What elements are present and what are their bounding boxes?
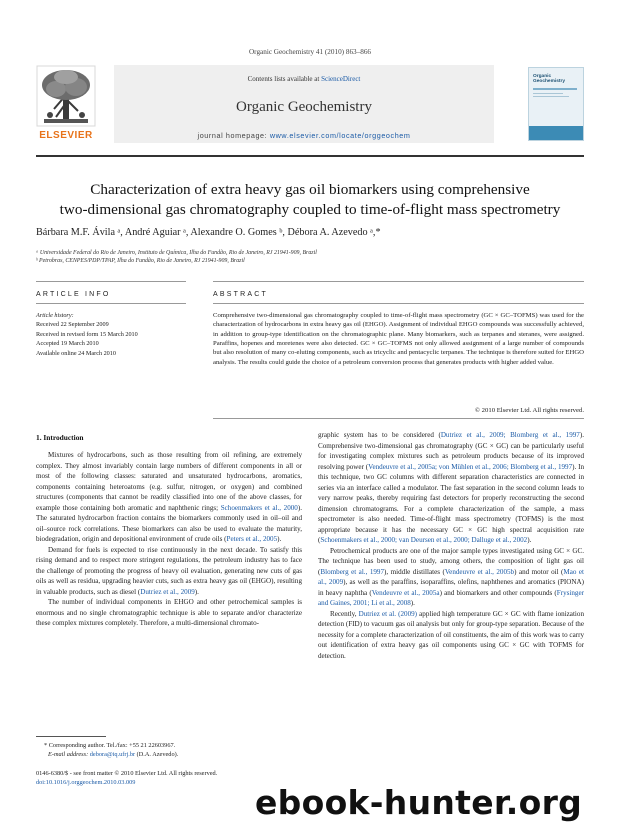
contents-line [114, 75, 494, 83]
running-head: Organic Geochemistry 41 (2010) 863–866 [248, 48, 372, 56]
elsevier-logo [36, 65, 96, 143]
journal-header [36, 65, 584, 153]
citation-link[interactable]: Vendeuvre et al., 2005a; von Mühlen et al., 2006; Blomberg et al., 1997 [368, 462, 573, 471]
doi-link[interactable]: doi:10.1016/j.orggeochem.2010.03.009 [36, 779, 136, 786]
article-title [36, 180, 584, 220]
paragraph: The number of individual components in EHGO and other petrochemical samples is enormous and no single chromatographic technique is able to separate and/or characterize these complex mixtures completely. Therefore, a multi-dimensional chromato- [36, 598, 302, 627]
paragraph: Recently, Dutriez et al. (2009) applied high temperature GC × GC with flame ionization detection (FID) to vacuum gas oil analysis but only for group-type separation. Because of the necessity for a complete characterization of oil constituents, the aim of this work was to carry out identification of extra heavy gas oil components using GC × GC with TOFMS for detection. [318, 609, 584, 660]
abstract-heading: ABSTRACT [213, 291, 268, 298]
email-link[interactable]: debora@iq.ufrj.br [89, 751, 136, 758]
cover-title: Organic Geochemistry [533, 74, 565, 84]
header-rule [36, 155, 584, 157]
citation-link[interactable]: Frysinger and Gaines, 2001; Li et al., 2008 [318, 588, 584, 607]
paragraph: Demand for fuels is expected to rise continuously in the next decade. To satisfy this rising demand and to respect more stringent regulations, the petroleum industry has to face the challenge of promoting the progress of heavy oil evaluation, generating new cuts of gas oils as well as residua, upgrading heavier cuts, such as extra heavy gas oil (EHGO), resulting in valuable products, such as diesel (Dutriez et al., 2009). [36, 545, 302, 596]
journal-banner [114, 65, 494, 143]
paragraph: graphic system has to be considered (Dutriez et al., 2009; Blomberg et al., 1997). Comprehensive two-dimensional gas chromatography (GC × GC) can be particularly useful for investigating complex mixtures such as petroleum products because of its improved resolving power (Vendeuvre et al., 2005a; von Mühlen et al., 2006; Blomberg et al., 1997). In this technique, two GC columns with different separation characteristics are connected in series via an interface called a modulator. The fast separation in the second column leads to very narrow peaks, thereby requiring fast detectors for properly reconstructing the second dimension chromatograms. For a complete characterization of the sample, a mass spectrometer is also needed. Time-of-flight mass spectrometry (TOFMS) is the most appropriate because it has the necessary GC × GC high spectral acquisition rate (Schoenmakers et al., 2000; van Deursen et al., 2000; Dalluge et al., 2002). [318, 431, 584, 544]
citation-link[interactable]: Dutriez et al. (2009) [358, 609, 418, 618]
citation-link[interactable]: Dutriez et al., 2009; Blomberg et al., 1997 [440, 431, 580, 439]
history-online: Available online 24 March 2010 [36, 349, 116, 357]
abstract-rule-bottom [213, 303, 584, 304]
abstract-rule-top [213, 281, 584, 282]
history-accepted: Accepted 19 March 2010 [36, 340, 99, 348]
paragraph: Mixtures of hydrocarbons, such as those resulting from oil refining, are extremely complex. They almost invariably contain large numbers of different components in all or most of the following classes: saturated and unsaturated hydrocarbons, aromatics, components containing heteroatoms (e.g. sulfur, nitrogen, or oxygen) and combined structures (components that cannot be readily classified into one of the above classes, for example those containing both aromatic and naphthenic rings; Schoenmakers et al., 2000). The saturated hydrocarbon fraction contains the biomarkers commonly used in oil–oil and oil–source rock correlations. These biomarkers can also be used to evaluate the maturity, biodegradation, origin and depositional environment of crude oils (Peters et al., 2005). [36, 451, 302, 543]
abstract-copyright: © 2010 Elsevier Ltd. All rights reserved. [474, 407, 584, 414]
homepage-label: journal homepage: [197, 131, 270, 140]
abstract-rule-end [213, 418, 584, 419]
article-info-heading: ARTICLE INFO [36, 291, 111, 298]
journal-title: Organic Geochemistry [236, 99, 372, 115]
citation-link[interactable]: Schoenmakers et al., 2000 [220, 503, 298, 512]
author-list: Bárbara M.F. Ávila ᵃ, André Aguiar ᵃ, Alexandre O. Gomes ᵇ, Débora A. Azevedo ᵃ,* [36, 227, 381, 238]
body-column-left [36, 450, 302, 629]
history-label: Article history: [36, 312, 74, 319]
info-rule-top [36, 281, 186, 282]
info-rule-bottom [36, 303, 186, 304]
publisher-name: ELSEVIER [39, 130, 93, 141]
history-revised: Received in revised form 15 March 2010 [36, 330, 138, 338]
citation-link[interactable]: Dutriez et al., 2009 [140, 587, 195, 596]
footnote-rule [36, 736, 106, 737]
section-heading-introduction: 1. Introduction [36, 433, 84, 442]
homepage-url[interactable]: www.elsevier.com/locate/orggeochem [269, 131, 411, 140]
contents-prefix: Contents lists available at [247, 75, 322, 83]
issn-line: 0146-6380/$ - see front matter © 2010 Elsevier Ltd. All rights reserved. [36, 770, 218, 777]
journal-cover [528, 67, 584, 141]
citation-link[interactable]: Mao et al., 2009 [318, 567, 585, 586]
corresponding-author-footnote: * Corresponding author. Tel./fax: +55 21 22603967. E-mail address: debora@iq.ufrj.br (D.A. Azevedo). [44, 742, 179, 758]
citation-link[interactable]: Peters et al., 2005 [226, 535, 278, 543]
sciencedirect-link[interactable]: ScienceDirect [321, 75, 361, 83]
title-line-1: Characterization of extra heavy gas oil biomarkers using comprehensive [90, 181, 530, 198]
journal-homepage [114, 131, 494, 140]
paragraph: Petrochemical products are one of the major sample types investigated using GC × GC. The technique has been used to study, among others, the composition of light gas oil (Blomberg et al., 1997), middle distillates (Vendeuvre et al., 2005b) and motor oil (Mao et al., 2009), as well as the paraffins, isoparaffins, olefins, naphthenes and aromatics (PIONA) in heavy naphtha (Vendeuvre et al., 2005a) and biomarkers and other compounds (Frysinger and Gaines, 2001; Li et al., 2008). [318, 546, 585, 607]
citation-link[interactable]: Schoenmakers et al., 2000; van Deursen et al., 2000; Dalluge et al., 2002 [320, 536, 528, 544]
abstract-text: Comprehensive two-dimensional gas chromatography coupled to time-of-flight mass spectrometry (GC × GC–TOFMS) was used for the characterization of hydrocarbons in extra heavy gas oil (EHGO). Assignment of individual EHGO compounds was successfully achieved, in addition to group-type identification on the chromatographic plane. Many biomarkers, such as terpanes and steranes, were assigned. Paraffins, hopenes and moretenes were also detected. GC × GC–TOFMS not only allowed assignment of a large number of compounds but also resolution of many co-eluting components, such as tricyclic and pentacyclic terpanes. The technique is therefore suited for EHGO analysis. The results could guide the choice of a petroleum conversion process that generates products with higher added value. [213, 312, 584, 366]
history-received: Received 22 September 2009 [36, 321, 109, 329]
citation-link[interactable]: Blomberg et al., 1997 [320, 567, 385, 576]
body-column-right [318, 430, 584, 661]
article-history [36, 311, 186, 358]
watermark: ebook-hunter.org [255, 783, 583, 822]
citation-link[interactable]: Vendeuvre et al., 2005a [371, 588, 440, 597]
title-line-2: two-dimensional gas chromatography coupled to time-of-flight mass spectrometry [59, 201, 561, 218]
affiliation-a: ᵃ Universidade Federal do Rio de Janeiro, Instituto de Química, Ilha do Fundão, Rio de Janeiro, RJ 21941-909, Brazil [36, 250, 317, 256]
affiliation-b: ᵇ Petrobras, CENPES/PDP/TPAP, Ilha do Fundão, Rio de Janeiro, RJ 21941-909, Brazil [36, 258, 245, 264]
citation-link[interactable]: Vendeuvre et al., 2005b [444, 567, 515, 576]
